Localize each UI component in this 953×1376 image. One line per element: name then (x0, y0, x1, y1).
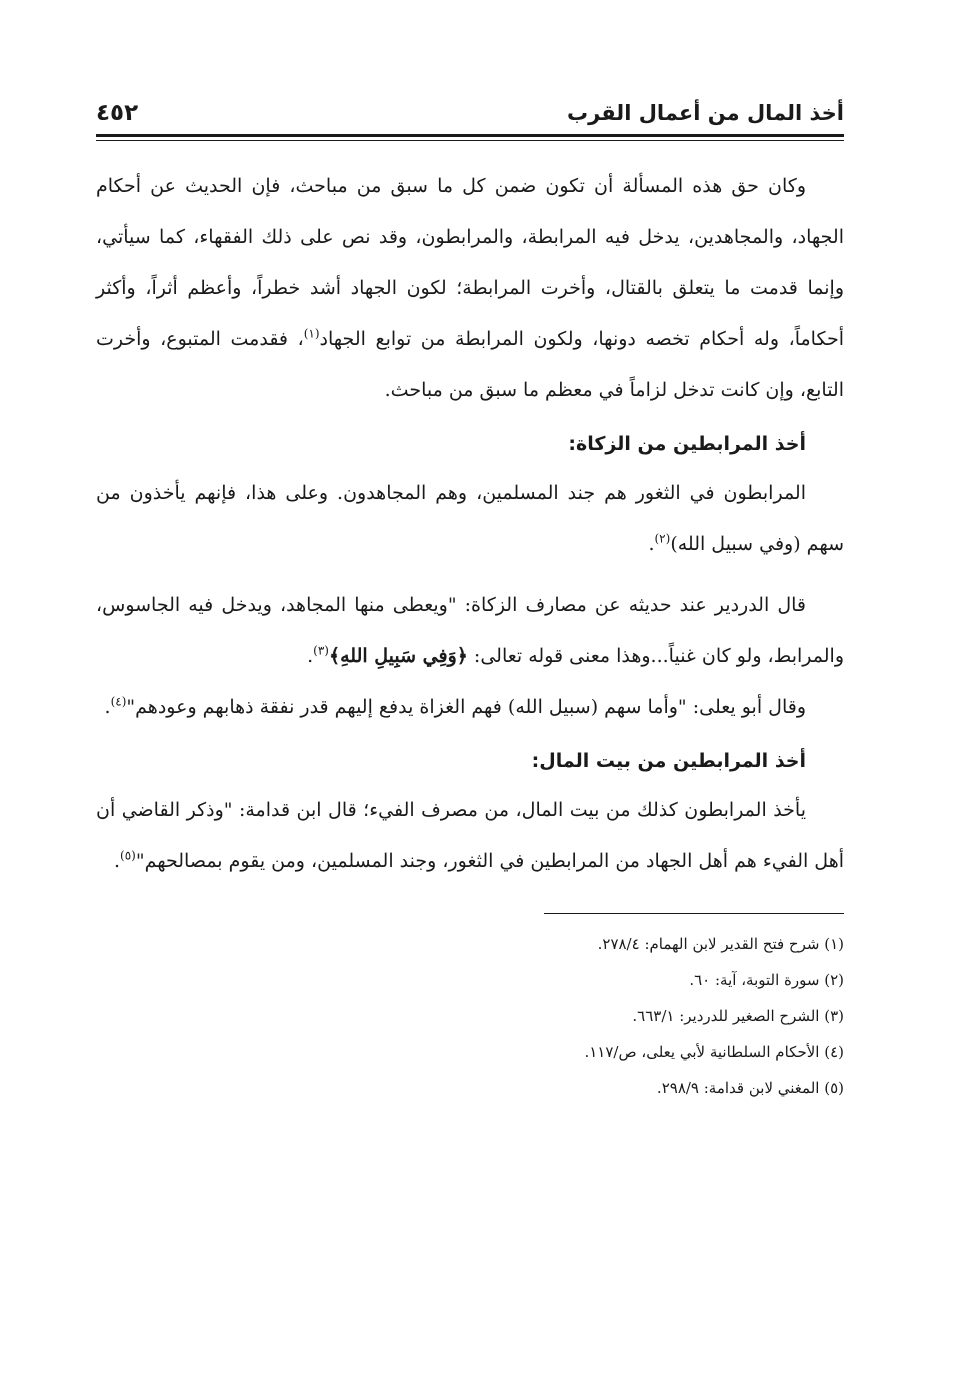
footnote-ref-3[interactable]: (٣) (313, 643, 329, 658)
section-heading-treasury: أخذ المرابطين من بيت المال: (531, 750, 806, 772)
running-header (96, 92, 844, 128)
footnote-3: (٣) الشرح الصغير للدردير: ٦٦٣/١. (632, 1007, 844, 1025)
footnote-5: (٥) المغني لابن قدامة: ٢٩٨/٩. (656, 1079, 844, 1097)
paragraph-3 (96, 580, 844, 682)
paragraph-2 (96, 468, 844, 570)
footnote-ref-2[interactable]: (٢) (654, 531, 671, 546)
footnote-ref-5[interactable]: (٥) (120, 848, 136, 863)
paragraph-5 (96, 785, 844, 887)
paragraph-5-end: . (113, 850, 121, 872)
paragraph-2-text: المرابطون في الثغور هم جند المسلمين، وهم المجاهدون. وعلى هذا، فإنهم يأخذون من سهم (وفي سبيل الله) (96, 482, 844, 555)
book-page (96, 92, 844, 1106)
quran-verse: ﴿وَفِي سَبِيلِ اللهِ﴾ (328, 645, 468, 667)
footnote-separator (544, 913, 844, 914)
paragraph-4-end: . (104, 696, 111, 718)
footnote-ref-1[interactable]: (١) (303, 326, 320, 341)
section-heading-zakat: أخذ المرابطين من الزكاة: (568, 433, 806, 455)
footnote-ref-4[interactable]: (٤) (110, 694, 127, 709)
footnote-4: (٤) الأحكام السلطانية لأبي يعلى، ص/١١٧. (584, 1043, 844, 1061)
paragraph-1-text: وكان حق هذه المسألة أن تكون ضمن كل ما سبق من مباحث، فإن الحديث عن أحكام الجهاد، والمجاهدين، يدخل فيه المرابطة، والمرابطون، وقد نص على ذلك الفقهاء، كما سيأتي، وإنما قدمت ما يتعلق بالقتال، وأخرت المرابطة؛ لكون الجهاد أشد خطراً، وأعظم أثراً، وأكثر أحكاماً، وله أحكام تخصه دونها، ولكون المرابطة من توابع الجهاد (96, 175, 844, 350)
paragraph-5-text: يأخذ المرابطون كذلك من بيت المال، من مصرف الفيء؛ قال ابن قدامة: "وذكر القاضي أن أهل الفيء هم أهل الجهاد من المرابطين في الثغور، وجند المسلمين، ومن يقوم بمصالحهم" (96, 799, 844, 872)
footnotes (96, 926, 844, 1106)
main-text (96, 161, 844, 887)
paragraph-3-text: قال الدردير عند حديثه عن مصارف الزكاة: "ويعطى منها المجاهد، ويدخل فيه الجاسوس، والمرابط، ولو كان غنياً...وهذا معنى قوله تعالى: (96, 594, 844, 667)
running-title: أخذ المال من أعمال القرب (567, 101, 844, 125)
paragraph-1 (96, 161, 844, 416)
paragraph-3-end: . (307, 645, 314, 667)
page-number: ٤٥٢ (96, 100, 139, 126)
paragraph-4 (96, 682, 844, 733)
header-rule-thin (96, 140, 844, 141)
header-rule-thick (96, 134, 844, 137)
footnote-1: (١) شرح فتح القدير لابن الهمام: ٢٧٨/٤. (597, 935, 844, 953)
footnote-2: (٢) سورة التوبة، آية: ٦٠. (689, 971, 844, 989)
paragraph-2-end: . (648, 533, 655, 555)
paragraph-1-end: ، فقدمت المتبوع، وأخرت التابع، وإن كانت تدخل لزاماً في معظم ما سبق من مباحث. (96, 328, 844, 401)
paragraph-4-text: وقال أبو يعلى: "وأما سهم (سبيل الله) فهم الغزاة يدفع إليهم قدر نفقة ذهابهم وعودهم" (126, 696, 806, 718)
